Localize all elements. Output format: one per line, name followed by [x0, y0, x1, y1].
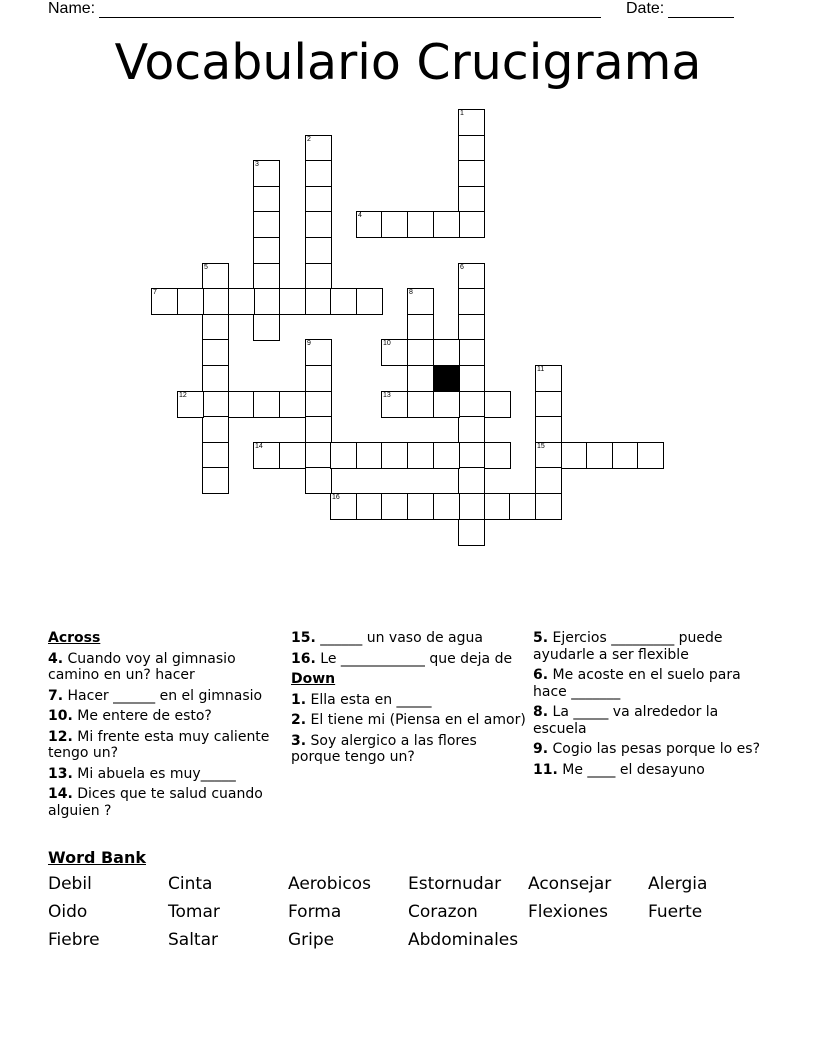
grid-cell[interactable]: [458, 314, 485, 341]
name-field: [48, 0, 601, 18]
clue: [291, 712, 529, 729]
clue: [533, 630, 771, 663]
clue: [533, 667, 771, 700]
grid-cell[interactable]: [381, 442, 408, 469]
clues-column-3: [533, 630, 771, 782]
grid-cell[interactable]: [305, 263, 332, 290]
date-field: [626, 0, 734, 18]
grid-cell[interactable]: [637, 442, 664, 469]
grid-cell[interactable]: [330, 442, 357, 469]
clue-num: 11.: [533, 761, 558, 778]
grid-cell[interactable]: [202, 339, 229, 366]
word-bank-word: Fiebre: [48, 930, 100, 950]
clue: [533, 741, 771, 758]
grid-cell[interactable]: [356, 493, 383, 520]
grid-cell[interactable]: [305, 442, 332, 469]
grid-cell[interactable]: [458, 442, 485, 469]
clue-number: 6: [460, 264, 464, 271]
grid-cell[interactable]: [433, 493, 460, 520]
grid-cell[interactable]: [407, 442, 434, 469]
name-line[interactable]: [99, 3, 601, 18]
grid-cell[interactable]: [458, 391, 485, 418]
clue-number: 3: [255, 161, 259, 168]
grid-cell[interactable]: [407, 365, 434, 392]
clue-num: 6.: [533, 667, 549, 683]
clue-text: Dices que te salud cuando alguien ?: [48, 786, 263, 819]
clue-text: ______ un vaso de agua: [315, 630, 483, 646]
grid-cell[interactable]: [305, 365, 332, 392]
grid-cell[interactable]: [458, 263, 485, 290]
down-heading: Down: [291, 671, 336, 687]
grid-cell[interactable]: [253, 442, 280, 469]
clue: [291, 651, 529, 668]
grid-cell[interactable]: [509, 493, 536, 520]
clue-num: 5.: [533, 630, 549, 646]
word-bank-word: Gripe: [288, 930, 335, 950]
grid-cell[interactable]: [279, 288, 306, 315]
clue-number: 9: [307, 340, 311, 347]
clue-num: 9.: [533, 741, 549, 757]
across-heading: Across: [48, 630, 101, 646]
grid-cell[interactable]: [535, 391, 562, 418]
clue-text: Mi frente esta muy caliente tengo un?: [48, 728, 270, 761]
grid-cell[interactable]: [202, 288, 229, 315]
grid-cell[interactable]: [305, 339, 332, 366]
word-bank-word: Saltar: [168, 930, 219, 950]
clue-text: Soy alergico a las flores porque tengo un?: [291, 732, 477, 765]
clue-text: El tiene mi (Piensa en el amor): [306, 712, 526, 728]
clue-number: 11: [537, 366, 545, 373]
grid-cell[interactable]: [202, 314, 229, 341]
grid-cell[interactable]: [202, 467, 229, 494]
grid-cell[interactable]: [407, 288, 434, 315]
clue: [533, 704, 771, 737]
grid-cell[interactable]: [458, 211, 485, 238]
grid-cell[interactable]: [305, 237, 332, 264]
grid-cell[interactable]: [305, 186, 332, 213]
grid-cell[interactable]: [535, 442, 562, 469]
grid-cell[interactable]: [484, 442, 511, 469]
grid-cell[interactable]: [305, 211, 332, 238]
clue-num: 2.: [291, 712, 307, 728]
grid-cell[interactable]: [228, 391, 255, 418]
grid-cell[interactable]: [433, 339, 460, 366]
grid-cell[interactable]: [253, 211, 280, 238]
grid-cell[interactable]: [433, 211, 460, 238]
clue: [291, 692, 529, 709]
clue-num: 15.: [291, 630, 316, 646]
grid-cell[interactable]: [202, 263, 229, 290]
grid-cell[interactable]: [253, 263, 280, 290]
grid-cell[interactable]: [458, 339, 485, 366]
page-title: Vocabulario Crucigrama: [114, 34, 702, 91]
clue-num: 14.: [48, 786, 73, 802]
clue-text: Me acoste en el suelo para hace _______: [533, 667, 741, 700]
grid-cell[interactable]: [279, 442, 306, 469]
clue-number: 14: [255, 443, 263, 450]
word-bank-word: Alergia: [648, 874, 708, 894]
grid-cell[interactable]: [612, 442, 639, 469]
grid-cell[interactable]: [458, 519, 485, 546]
word-bank-word: Forma: [288, 902, 342, 922]
grid-cell[interactable]: [305, 160, 332, 187]
clues-column-1: [48, 630, 286, 823]
word-bank-word: Debil: [48, 874, 92, 894]
clue: [48, 708, 286, 725]
grid-cell[interactable]: [253, 186, 280, 213]
grid-cell[interactable]: [433, 442, 460, 469]
grid-cell[interactable]: [535, 416, 562, 443]
grid-cell[interactable]: [177, 391, 204, 418]
grid-cell[interactable]: [279, 391, 306, 418]
name-label: Name:: [48, 0, 96, 17]
clue-number: 7: [153, 289, 157, 296]
grid-cell[interactable]: [151, 288, 178, 315]
clue-number: 10: [383, 340, 391, 347]
date-line[interactable]: [668, 3, 734, 18]
clue-text: Ejercios _________ puede ayudarle a ser flexible: [533, 630, 723, 663]
clue-num: 7.: [48, 687, 64, 704]
grid-cell[interactable]: [458, 365, 485, 392]
clue-number: 13: [383, 392, 391, 399]
clue-number: 15: [537, 443, 545, 450]
grid-cell[interactable]: [535, 493, 562, 520]
grid-cell[interactable]: [381, 493, 408, 520]
grid-cell[interactable]: [305, 288, 332, 315]
clue-number: 4: [358, 212, 362, 219]
clue: [48, 729, 286, 762]
grid-cell[interactable]: [305, 416, 332, 443]
grid-cell[interactable]: [484, 391, 511, 418]
word-bank-title: Word Bank: [48, 848, 147, 867]
grid-cell[interactable]: [458, 160, 485, 187]
clue-num: 12.: [48, 728, 73, 745]
word-bank-word: Abdominales: [408, 930, 519, 950]
clue-number: 1: [460, 110, 464, 117]
grid-cell[interactable]: [228, 288, 255, 315]
grid-cell[interactable]: [535, 365, 562, 392]
clue: [48, 786, 286, 819]
clue-text: Me entere de esto?: [72, 708, 212, 724]
grid-cell[interactable]: [356, 288, 383, 315]
grid-cell[interactable]: [561, 442, 588, 469]
clue-text: La _____ va alrededor la escuela: [533, 704, 719, 737]
clue-num: 13.: [48, 765, 73, 782]
grid-cell[interactable]: [202, 442, 229, 469]
grid-cell[interactable]: [381, 211, 408, 238]
grid-cell[interactable]: [433, 391, 460, 418]
word-bank-word: Flexiones: [528, 902, 608, 922]
clue-text: Me ____ el desayuno: [557, 761, 705, 778]
clue-number: 5: [204, 264, 208, 271]
grid-cell[interactable]: [202, 365, 229, 392]
grid-cell[interactable]: [586, 442, 613, 469]
clue: [48, 688, 286, 705]
word-bank-word: Estornudar: [408, 874, 502, 894]
grid-cell[interactable]: [458, 135, 485, 162]
grid-cell[interactable]: [381, 339, 408, 366]
clue: [533, 762, 771, 779]
grid-cell[interactable]: [356, 442, 383, 469]
word-bank-word: Tomar: [168, 902, 220, 922]
clue-number: 16: [332, 494, 340, 501]
word-bank-word: Fuerte: [648, 902, 703, 922]
clue-num: 3.: [291, 732, 307, 749]
grid-cell[interactable]: [458, 288, 485, 315]
clue-text: Le ____________ que deja de: [315, 650, 513, 667]
word-bank-word: Oido: [48, 902, 88, 922]
grid-cell[interactable]: [407, 314, 434, 341]
clue-text: Cuando voy al gimnasio camino en un? hacer: [48, 650, 236, 683]
grid-cell[interactable]: [202, 391, 229, 418]
clue-text: Hacer ______ en el gimnasio: [63, 687, 263, 704]
grid-cell[interactable]: [356, 211, 383, 238]
grid-cell[interactable]: [202, 416, 229, 443]
grid-cell[interactable]: [458, 109, 485, 136]
grid-cell[interactable]: [458, 416, 485, 443]
grid-cell[interactable]: [381, 391, 408, 418]
grid-cell[interactable]: [253, 314, 280, 341]
grid-cell[interactable]: [407, 211, 434, 238]
grid-cell[interactable]: [253, 160, 280, 187]
black-cell: [433, 365, 460, 392]
clue-num: 4.: [48, 650, 64, 667]
grid-cell[interactable]: [407, 493, 434, 520]
clue: [291, 630, 529, 647]
word-bank-word: Aerobicos: [288, 874, 371, 894]
clue-text: Mi abuela es muy_____: [72, 765, 236, 782]
grid-cell[interactable]: [458, 493, 485, 520]
clues-column-2: [291, 630, 529, 770]
clue-number: 12: [179, 392, 187, 399]
grid-cell[interactable]: [253, 391, 280, 418]
grid-cell[interactable]: [535, 467, 562, 494]
grid-cell[interactable]: [458, 186, 485, 213]
clue-num: 8.: [533, 704, 549, 720]
grid-cell[interactable]: [407, 339, 434, 366]
grid-cell[interactable]: [330, 493, 357, 520]
clue-num: 16.: [291, 650, 316, 667]
clue-text: Cogio las pesas porque lo es?: [548, 741, 761, 757]
clue-text: Ella esta en _____: [306, 691, 432, 708]
grid-cell[interactable]: [305, 391, 332, 418]
clue-number: 2: [307, 136, 311, 143]
grid-cell[interactable]: [253, 288, 280, 315]
date-label: Date:: [626, 0, 665, 17]
grid-cell[interactable]: [458, 467, 485, 494]
clue-number: 8: [409, 289, 413, 296]
grid-cell[interactable]: [305, 467, 332, 494]
word-bank-word: Aconsejar: [528, 874, 612, 894]
clue: [291, 733, 529, 766]
grid-cell[interactable]: [305, 135, 332, 162]
grid-cell[interactable]: [253, 237, 280, 264]
grid-cell[interactable]: [177, 288, 204, 315]
clue: [48, 651, 286, 684]
grid-cell[interactable]: [407, 391, 434, 418]
word-bank-word: Cinta: [168, 874, 213, 894]
clue-num: 1.: [291, 691, 307, 708]
grid-cell[interactable]: [484, 493, 511, 520]
clue-num: 10.: [48, 708, 73, 724]
grid-cell[interactable]: [330, 288, 357, 315]
word-bank: [48, 873, 768, 951]
word-bank-word: Corazon: [408, 902, 478, 922]
clue: [48, 766, 286, 783]
